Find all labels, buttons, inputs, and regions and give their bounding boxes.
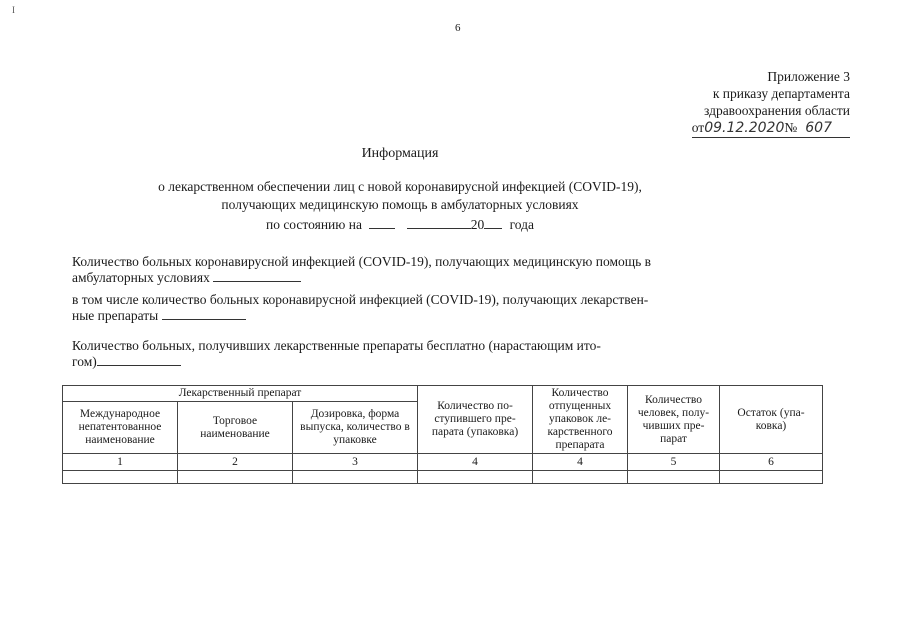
appendix-line-3: здравоохранения области bbox=[703, 103, 850, 118]
table-cell bbox=[293, 471, 418, 484]
blank-field bbox=[162, 307, 246, 320]
date-line-prefix: по состоянию на bbox=[265, 217, 362, 232]
col-number: 6 bbox=[720, 454, 823, 471]
paragraph-total-patients bbox=[72, 254, 651, 285]
paragraph-3-line-2: гом) bbox=[72, 353, 601, 369]
order-number-sign: № bbox=[784, 120, 798, 135]
col-header-3: Дозировка, форма выпуска, количество в упаковке bbox=[293, 402, 418, 454]
table-cell bbox=[628, 471, 720, 484]
col-number: 4 bbox=[533, 454, 628, 471]
blank-field bbox=[213, 269, 301, 282]
col-number: 4 bbox=[418, 454, 533, 471]
col-number: 5 bbox=[628, 454, 720, 471]
table-cell bbox=[63, 471, 178, 484]
col-header-1: Международное непатентованное наименование bbox=[63, 402, 178, 454]
col-number: 2 bbox=[178, 454, 293, 471]
col-number: 1 bbox=[63, 454, 178, 471]
table-cell bbox=[418, 471, 533, 484]
table-empty-row bbox=[63, 471, 823, 484]
col-header-7: Остаток (упа-ковка) bbox=[720, 386, 823, 454]
col-number: 3 bbox=[293, 454, 418, 471]
order-from-prefix: от bbox=[691, 120, 705, 135]
paragraph-2-line-2: ные препараты bbox=[72, 307, 648, 323]
subtitle-date-line bbox=[0, 216, 800, 233]
date-day-blank bbox=[369, 216, 395, 229]
blank-field bbox=[97, 353, 181, 366]
drug-supply-table bbox=[62, 385, 823, 484]
col-header-2: Торговое наименование bbox=[178, 402, 293, 454]
paragraph-2-line-1: в том числе количество больных коронавирусной инфекцией (COVID-19), получающих лекарствен- bbox=[72, 292, 649, 307]
paragraph-free-drugs bbox=[72, 338, 601, 369]
group-header-drug: Лекарственный препарат bbox=[63, 386, 418, 402]
paragraph-1-line-2: амбулаторных условиях bbox=[72, 269, 651, 285]
date-year-prefix: 20 bbox=[470, 217, 485, 232]
paragraph-3-line-1: Количество больных, получивших лекарственные препараты бесплатно (нарастающим ито- bbox=[72, 338, 601, 353]
subtitle-line-1: о лекарственном обеспечении лиц с новой коронавирусной инфекцией (COVID-19), bbox=[158, 179, 642, 194]
appendix-block bbox=[692, 68, 850, 138]
col-header-4: Количество по-ступившего пре-парата (упаковка) bbox=[418, 386, 533, 454]
col-header-5: Количество отпущенных упаковок ле-карственного препарата bbox=[533, 386, 628, 454]
subtitle-line-2: получающих медицинскую помощь в амбулаторных условиях bbox=[221, 197, 579, 212]
date-month-blank bbox=[407, 216, 471, 229]
document-title: Информация bbox=[361, 146, 439, 161]
date-year-blank bbox=[484, 216, 502, 229]
page-number: 6 bbox=[455, 22, 461, 34]
appendix-line-1: Приложение 3 bbox=[767, 69, 850, 84]
table-group-header-row bbox=[63, 386, 823, 402]
order-date: 09.12.2020 bbox=[704, 120, 785, 136]
col-header-6: Количество человек, полу-чивших пре-парат bbox=[628, 386, 720, 454]
paragraph-patients-receiving-drugs bbox=[72, 292, 648, 323]
order-number: 607 bbox=[805, 120, 832, 136]
table-cell bbox=[178, 471, 293, 484]
paragraph-1-line-1: Количество больных коронавирусной инфекцией (COVID-19), получающих медицинскую помощь в bbox=[72, 254, 652, 269]
appendix-line-2: к приказу департамента bbox=[712, 86, 850, 101]
table-cell bbox=[533, 471, 628, 484]
table-number-row bbox=[63, 454, 823, 471]
appendix-order-line bbox=[692, 119, 850, 138]
table-cell bbox=[720, 471, 823, 484]
date-line-suffix: года bbox=[509, 217, 535, 232]
corner-mark: I bbox=[12, 5, 15, 15]
